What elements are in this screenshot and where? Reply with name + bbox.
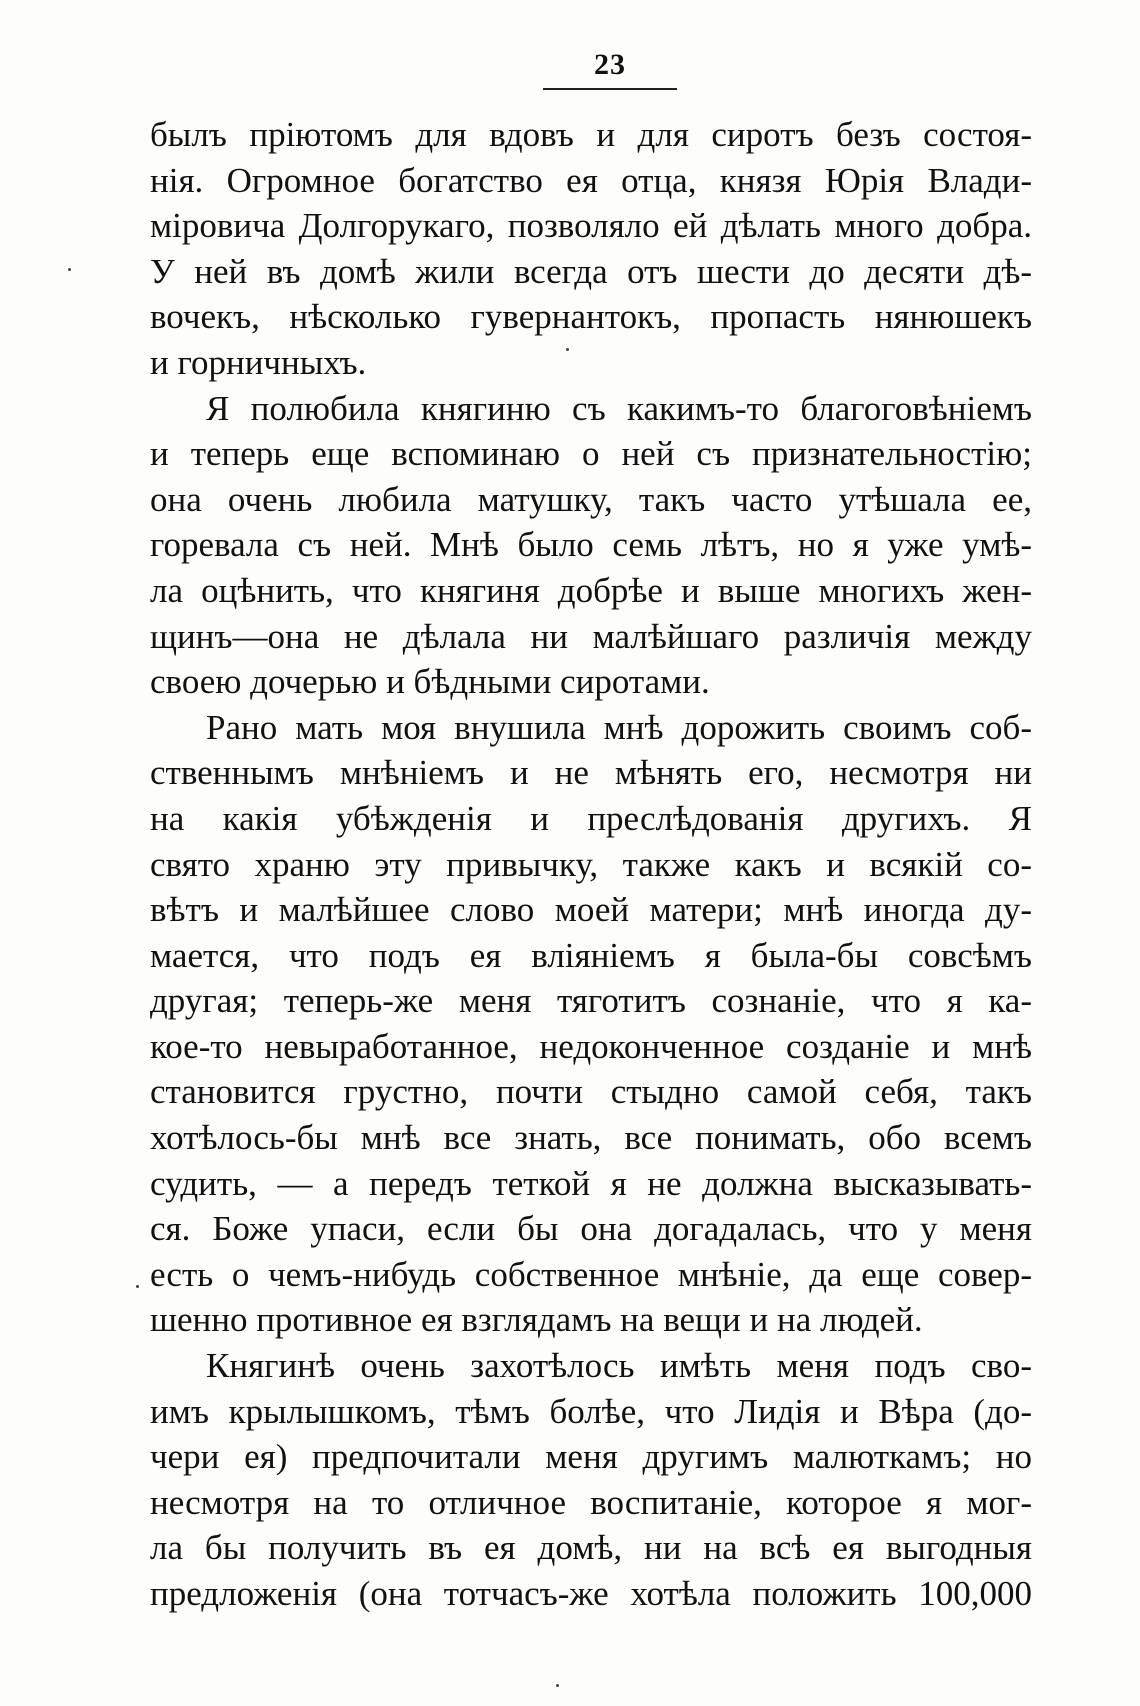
text-line: и горничныхъ. bbox=[150, 342, 367, 382]
text-line: мается, что подъ ея вліяніемъ я была-бы совсѣмъ bbox=[150, 935, 1032, 975]
paper-speck bbox=[556, 1684, 559, 1687]
text-line: Рано мать моя внушила мнѣ дорожить своимъ соб- bbox=[206, 707, 1032, 747]
paper-speck bbox=[136, 1285, 139, 1288]
text-line: У ней въ домѣ жили всегда отъ шести до десяти дѣ- bbox=[150, 251, 1032, 291]
text-line: горевала съ ней. Мнѣ было семь лѣтъ, но я уже умѣ- bbox=[150, 525, 1032, 565]
text-line: становится грустно, почти стыдно самой себя, такъ bbox=[150, 1072, 1032, 1112]
text-line: ся. Боже упаси, если бы она догадалась, что у меня bbox=[150, 1209, 1032, 1249]
page-number: 23 bbox=[594, 48, 626, 81]
text-line: Я полюбила княгиню съ какимъ-то благоговѣніемъ bbox=[206, 388, 1032, 428]
text-line: предложенія (она тотчасъ-же хотѣла положить 100,000 bbox=[150, 1574, 1032, 1613]
text-line: имъ крылышкомъ, тѣмъ болѣе, что Лидія и Вѣра (до- bbox=[150, 1391, 1032, 1431]
text-line: міровича Долгорукаго, позволяло ей дѣлать много добра. bbox=[150, 206, 1032, 246]
text-line: ственнымъ мнѣніемъ и не мѣнять его, несмотря ни bbox=[150, 753, 1032, 793]
text-line: несмотря на то отличное воспитаніе, которое я мог- bbox=[150, 1482, 1032, 1522]
text-line: Княгинѣ очень захотѣлось имѣть меня подъ сво- bbox=[206, 1346, 1032, 1386]
text-line: щинъ—она не дѣлала ни малѣйшаго различія между bbox=[150, 616, 1032, 656]
body-text bbox=[150, 112, 1032, 1617]
text-line: ла оцѣнить, что княгиня добрѣе и выше многихъ жен- bbox=[150, 570, 1032, 610]
text-line: вѣтъ и малѣйшее слово моей матери; мнѣ иногда ду- bbox=[150, 890, 1032, 930]
text-line: нія. Огромное богатство ея отца, князя Юрія Влади- bbox=[150, 160, 1032, 200]
text-line: и теперь еще вспоминаю о ней съ признательностію; bbox=[150, 434, 1032, 474]
text-line: на какія убѣжденія и преслѣдованія другихъ. Я bbox=[150, 798, 1032, 838]
text-line: есть о чемъ-нибудь собственное мнѣніе, да еще совер- bbox=[150, 1254, 1032, 1294]
paper-speck bbox=[68, 268, 71, 271]
text-line: хотѣлось-бы мнѣ все знать, все понимать, обо всемъ bbox=[150, 1118, 1032, 1158]
text-line: судить, — а передъ теткой я не должна высказывать- bbox=[150, 1163, 1032, 1203]
text-line: свято храню эту привычку, также какъ и всякій со- bbox=[150, 844, 1032, 884]
text-line: своею дочерью и бѣдными сиротами. bbox=[150, 662, 710, 702]
paper-speck bbox=[566, 348, 569, 351]
text-line: она очень любила матушку, такъ часто утѣшала ее, bbox=[150, 479, 1032, 519]
text-line: вочекъ, нѣсколько гувернантокъ, пропасть нянюшекъ bbox=[150, 297, 1032, 337]
page-number-rule bbox=[543, 88, 677, 90]
text-line: чери ея) предпочитали меня другимъ малюткамъ; но bbox=[150, 1437, 1032, 1477]
text-line: ла бы получить въ ея домѣ, ни на всѣ ея выгодныя bbox=[150, 1528, 1032, 1568]
text-line: былъ пріютомъ для вдовъ и для сиротъ безъ состоя- bbox=[150, 115, 1032, 154]
text-line: другая; теперь-же меня тяготитъ сознаніе, что я ка- bbox=[150, 981, 1032, 1021]
text-line: шенно противное ея взглядамъ на вещи и на людей. bbox=[150, 1300, 923, 1340]
text-line: кое-то невыработанное, недоконченное созданіе и мнѣ bbox=[150, 1026, 1032, 1066]
